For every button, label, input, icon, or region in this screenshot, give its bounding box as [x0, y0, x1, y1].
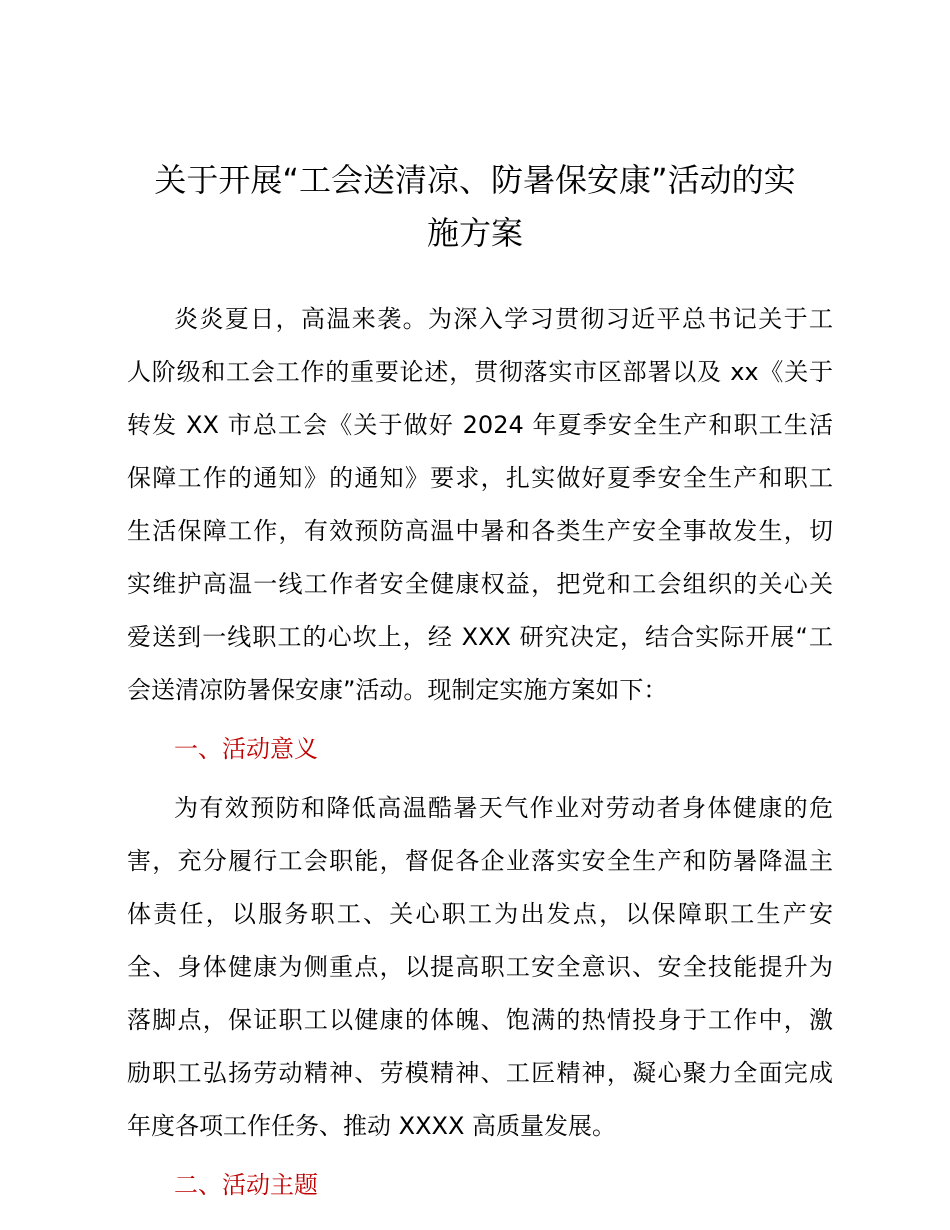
section-heading-theme: 二、活动主题	[174, 1171, 318, 1199]
intro-line-7: 爱送到一线职工的心坎上，经 XXX 研究决定，结合实际开展“工	[127, 623, 833, 651]
section1-line-6: 励职工弘扬劳动精神、劳模精神、工匠精神，凝心聚力全面完成	[127, 1059, 833, 1087]
intro-line-5: 生活保障工作，有效预防高温中暑和各类生产安全事故发生，切	[127, 517, 833, 545]
section1-line-3: 体责任，以服务职工、关心职工为出发点，以保障职工生产安	[127, 900, 833, 928]
document-title-line-1: 关于开展“工会送清凉、防暑保安康”活动的实	[154, 161, 796, 199]
intro-line-4: 保障工作的通知》的通知》要求，扎实做好夏季安全生产和职工	[127, 464, 833, 492]
section1-line-5: 落脚点，保证职工以健康的体魄、饱满的热情投身于工作中，激	[127, 1006, 833, 1034]
section1-line-1: 为有效预防和降低高温酷暑天气作业对劳动者身体健康的危	[174, 794, 833, 822]
section-heading-significance: 一、活动意义	[174, 735, 318, 763]
section1-line-7: 年度各项工作任务、推动 XXXX 高质量发展。	[127, 1112, 617, 1140]
intro-line-1: 炎炎夏日，高温来袭。为深入学习贯彻习近平总书记关于工	[174, 305, 833, 333]
section1-line-2: 害，充分履行工会职能，督促各企业落实安全生产和防暑降温主	[127, 847, 833, 875]
intro-line-6: 实维护高温一线工作者安全健康权益，把党和工会组织的关心关	[127, 570, 833, 598]
intro-line-8: 会送清凉防暑保安康”活动。现制定实施方案如下：	[127, 676, 668, 704]
document-title-line-2: 施方案	[426, 214, 523, 252]
intro-line-2: 人阶级和工会工作的重要论述，贯彻落实市区部署以及 xx《关于	[127, 358, 833, 386]
intro-line-3: 转发 XX 市总工会《关于做好 2024 年夏季安全生产和职工生活	[127, 411, 833, 439]
section1-line-4: 全、身体健康为侧重点，以提高职工安全意识、安全技能提升为	[127, 953, 833, 981]
